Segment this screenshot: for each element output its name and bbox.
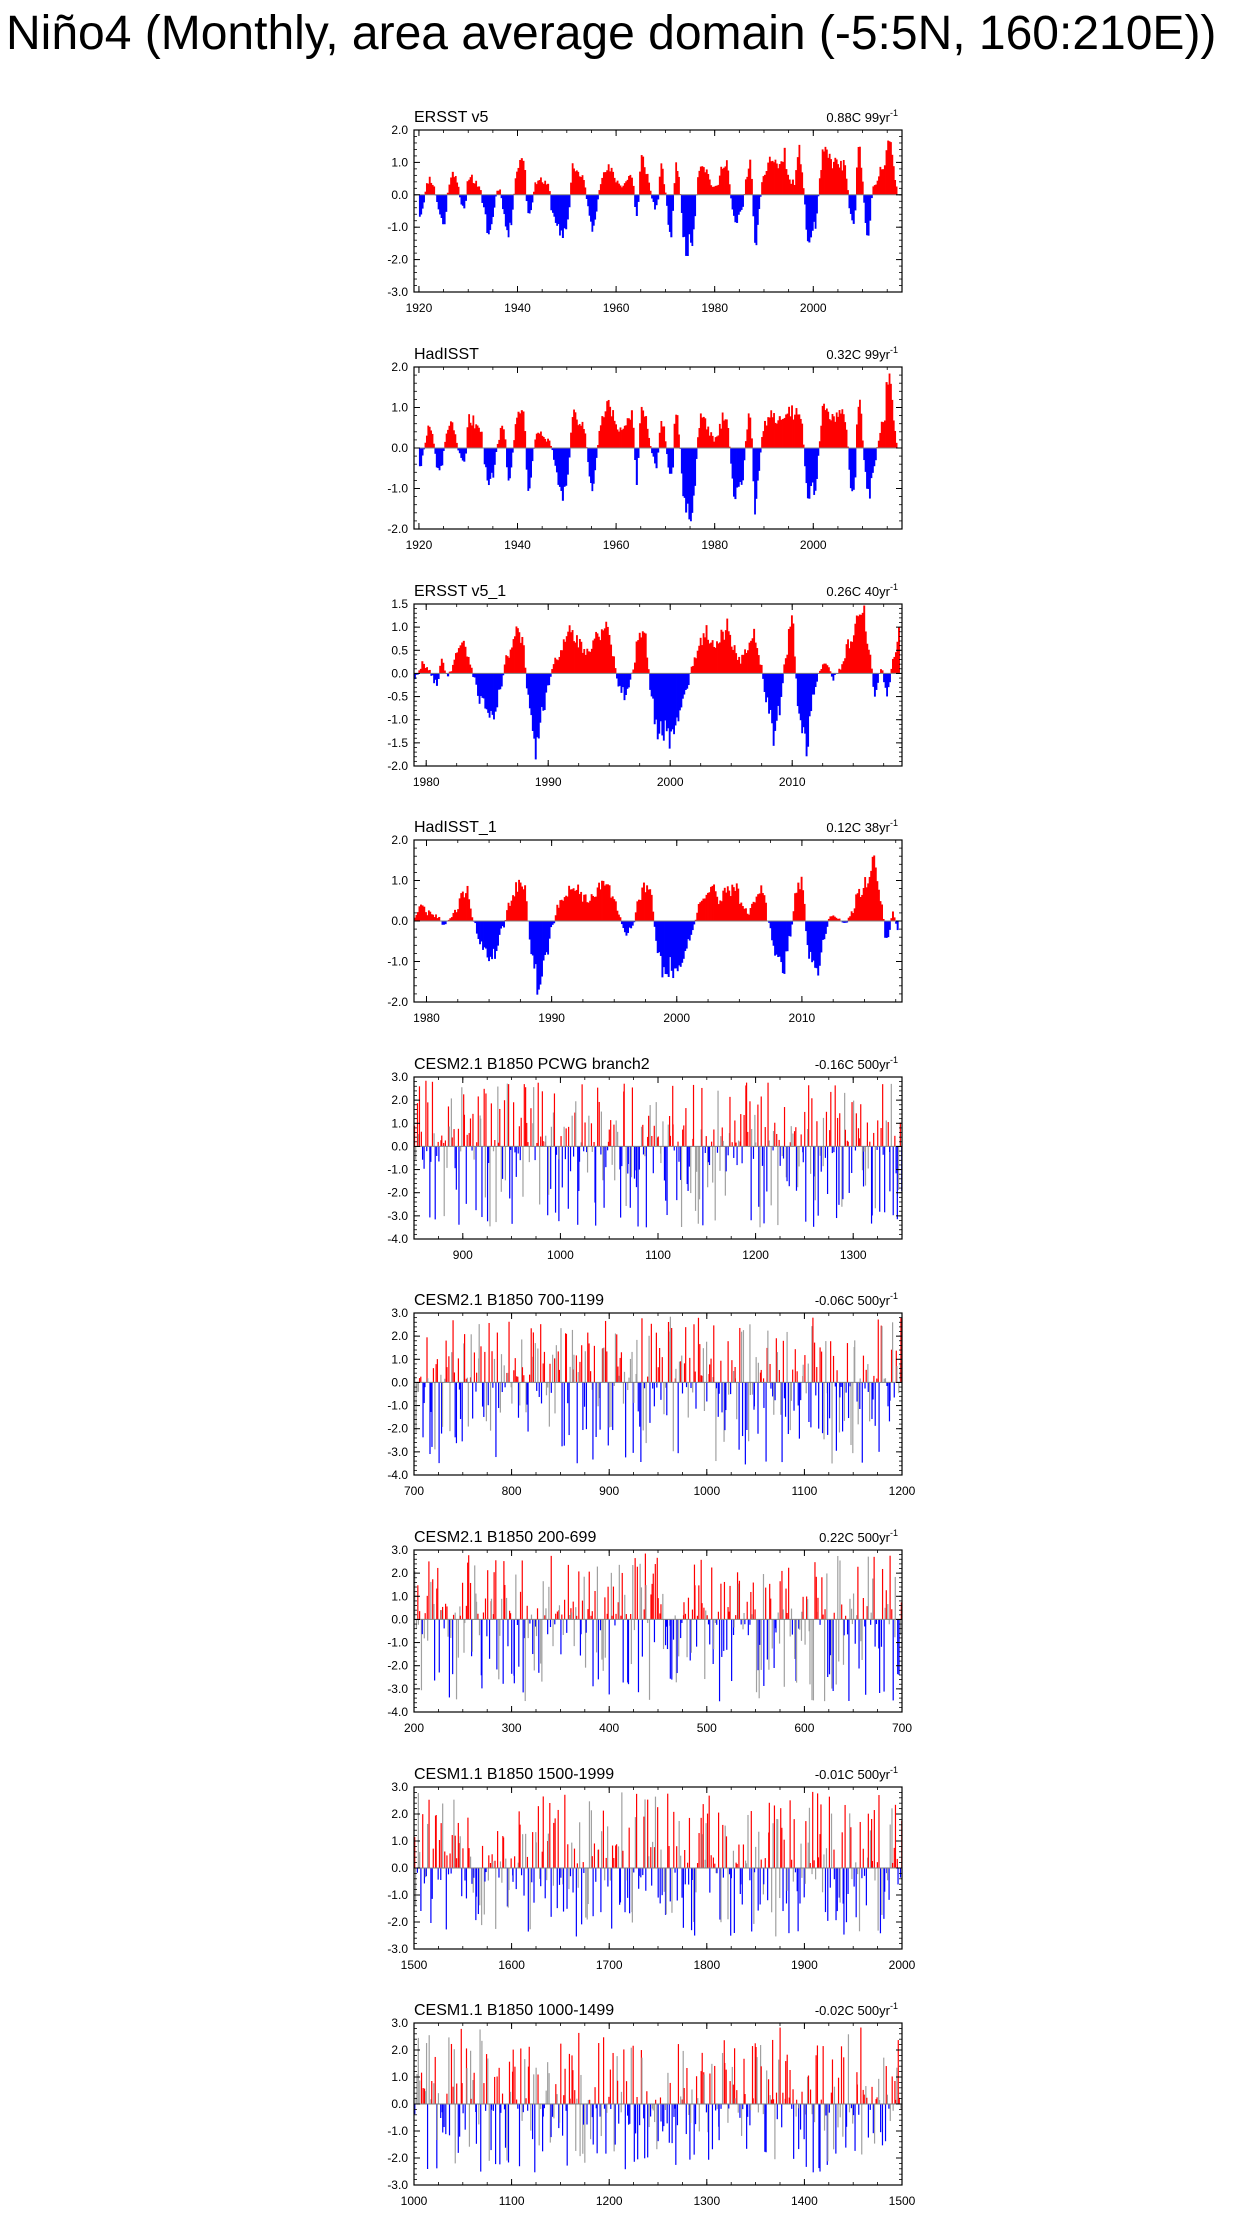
positive-bar: [729, 184, 731, 195]
series-anomaly: [414, 855, 899, 994]
negative-bar: [512, 448, 514, 453]
y-tick-label: -1.0: [387, 2124, 408, 2138]
y-tick-label: -2.0: [387, 1915, 408, 1929]
y-tick-label: 0.0: [391, 1612, 408, 1627]
positive-bar: [458, 187, 460, 195]
trend-unit-superscript: -1: [889, 345, 898, 355]
negative-bar: [596, 448, 598, 458]
positive-bar: [499, 189, 501, 194]
x-tick-label: 1000: [693, 1484, 721, 1498]
chart-panel: [387, 345, 902, 552]
negative-bar: [568, 195, 570, 207]
negative-bar: [501, 673, 503, 686]
trend-label: -0.16C $500yr^{-1}$: [814, 1055, 898, 1072]
negative-bar: [597, 195, 599, 200]
positive-bar: [584, 433, 586, 448]
negative-bar: [672, 448, 674, 467]
y-tick-label: -1.0: [387, 712, 408, 727]
y-tick-label: -2.0: [387, 522, 408, 536]
trend-unit-superscript: -1: [889, 1528, 898, 1538]
y-tick-label: 0.5: [391, 643, 408, 658]
y-tick-label: 2.0: [391, 1807, 408, 1821]
positive-bar: [504, 439, 506, 448]
series-anomaly: [415, 2028, 901, 2173]
negative-bar: [742, 195, 744, 207]
negative-bar: [688, 673, 690, 685]
y-tick-label: -1.0: [387, 220, 408, 235]
x-tick-label: 1300: [693, 2194, 721, 2208]
negative-bar: [672, 195, 674, 211]
negative-bar: [637, 195, 639, 202]
negative-bar: [889, 921, 891, 930]
positive-bar: [429, 670, 431, 673]
positive-bar: [804, 904, 806, 921]
trend-unit-superscript: -1: [889, 2001, 898, 2011]
trend-label: -0.06C $500yr^{-1}$: [814, 1291, 898, 1308]
x-tick-label: 1940: [504, 538, 531, 552]
y-tick-label: 0.0: [391, 1861, 408, 1875]
x-tick-label: 700: [891, 1721, 913, 1735]
y-tick-label: -1.0: [387, 1162, 408, 1177]
negative-bar: [854, 195, 856, 211]
x-tick-label: 700: [403, 1484, 425, 1498]
x-tick-label: 500: [696, 1721, 717, 1735]
positive-bar: [761, 665, 763, 673]
x-tick-label: 1980: [701, 301, 729, 315]
chart-panel: [387, 1765, 915, 1972]
x-tick-label: 1940: [504, 301, 531, 315]
trend-label: 0.88C $99yr^{-1}$: [826, 108, 898, 125]
series-anomaly: [419, 374, 898, 522]
y-tick-label: 3.0: [391, 1780, 408, 1794]
negative-bar: [854, 448, 856, 477]
y-tick-label: -2.0: [387, 995, 408, 1009]
x-tick-label: 1960: [602, 538, 630, 552]
positive-bar: [633, 186, 635, 195]
series-anomaly: [415, 1554, 902, 1702]
y-tick-label: -4.0: [387, 1232, 408, 1246]
negative-bar: [826, 921, 828, 927]
chart-panel: [387, 1528, 912, 1735]
x-tick-label: 800: [501, 1484, 522, 1498]
y-tick-label: 0.0: [391, 187, 408, 202]
positive-bar: [862, 440, 864, 448]
series-anomaly: [415, 1081, 902, 1228]
positive-bar: [433, 186, 435, 194]
negative-bar: [532, 195, 534, 203]
negative-bar: [869, 195, 871, 221]
negative-bar: [438, 673, 440, 679]
positive-bar: [524, 170, 526, 195]
x-tick-label: 1200: [888, 1484, 916, 1498]
trend-unit-superscript: -1: [889, 1291, 898, 1301]
negative-bar: [550, 673, 552, 676]
trend-unit-superscript: -1: [889, 1055, 898, 1065]
series-anomaly: [415, 1792, 902, 1937]
x-tick-label: 1000: [547, 1248, 574, 1262]
y-tick-label: -2.0: [387, 1421, 408, 1436]
y-tick-label: -2.0: [387, 2151, 408, 2165]
positive-bar: [881, 904, 883, 921]
positive-bar: [896, 187, 898, 195]
x-tick-label: 1980: [412, 775, 440, 789]
positive-bar: [862, 182, 864, 195]
negative-bar: [512, 195, 514, 210]
positive-bar: [678, 435, 680, 448]
x-tick-label: 1990: [534, 775, 562, 789]
positive-bar: [438, 917, 440, 921]
x-tick-label: 1920: [405, 538, 433, 552]
positive-bar: [871, 669, 873, 674]
negative-bar: [465, 448, 467, 454]
negative-bar: [696, 448, 698, 459]
panel-title: CESM1.1 B1850 1000-1499: [414, 2002, 615, 2019]
x-tick-label: 1700: [595, 1958, 623, 1972]
x-tick-label: 2010: [788, 1011, 816, 1025]
x-tick-label: 1100: [498, 2194, 525, 2208]
negative-bar: [744, 448, 746, 460]
y-tick-label: 0.0: [391, 666, 408, 681]
x-tick-label: 200: [403, 1721, 425, 1735]
y-tick-label: -2.0: [387, 252, 408, 267]
panel-title: CESM2.1 B1850 700-1199: [414, 1292, 605, 1309]
y-tick-label: -1.0: [387, 1888, 408, 1902]
y-tick-label: 2.0: [391, 2043, 408, 2057]
negative-bar: [816, 673, 818, 681]
panel-title: CESM2.1 B1850 200-699: [414, 1529, 597, 1546]
positive-bar: [481, 432, 483, 448]
y-tick-label: 0.0: [391, 1375, 408, 1390]
y-tick-label: 1.0: [391, 873, 408, 888]
x-tick-label: 900: [452, 1248, 473, 1262]
x-tick-label: 1980: [413, 1011, 440, 1025]
y-tick-label: 1.0: [391, 155, 408, 170]
y-tick-label: 3.0: [391, 1543, 408, 1557]
negative-bar: [816, 195, 818, 214]
positive-bar: [524, 431, 526, 448]
y-tick-label: -2.0: [387, 1185, 408, 1200]
chart-panel: [387, 2001, 915, 2208]
positive-bar: [896, 443, 898, 448]
y-tick-label: 2.0: [391, 1329, 408, 1344]
positive-bar: [633, 428, 635, 448]
negative-bar: [657, 448, 659, 453]
panel-title: HadISST_1: [414, 819, 497, 836]
positive-bar: [727, 428, 729, 448]
y-tick-label: 1.0: [391, 1116, 408, 1131]
y-tick-label: 3.0: [391, 1070, 408, 1084]
y-tick-label: 1.0: [391, 1352, 408, 1367]
y-tick-label: 0.0: [391, 2097, 408, 2111]
positive-bar: [751, 179, 753, 195]
negative-bar: [791, 921, 793, 925]
y-tick-label: 2.0: [391, 360, 408, 374]
y-tick-label: 1.0: [391, 400, 408, 415]
negative-bar: [657, 195, 659, 200]
positive-bar: [801, 424, 803, 448]
chart-panel: [387, 1291, 915, 1498]
x-tick-label: 1100: [791, 1484, 818, 1498]
positive-bar: [765, 903, 767, 921]
positive-bar: [652, 912, 654, 921]
positive-bar: [619, 917, 621, 921]
negative-bar: [758, 195, 760, 209]
y-tick-label: -0.5: [387, 689, 408, 704]
chart-panel: [387, 108, 902, 315]
y-tick-label: 2.0: [391, 833, 408, 847]
positive-bar: [471, 668, 473, 674]
y-tick-label: -2.0: [387, 759, 408, 773]
y-tick-label: -4.0: [387, 1468, 408, 1482]
x-tick-label: 1990: [538, 1011, 565, 1025]
trend-label: -0.02C $500yr^{-1}$: [814, 2001, 898, 2018]
negative-bar: [889, 673, 891, 682]
x-tick-label: 1600: [498, 1958, 525, 1972]
positive-bar: [584, 187, 586, 194]
y-tick-label: 3.0: [391, 2016, 408, 2030]
y-tick-label: -1.5: [387, 735, 408, 750]
y-tick-label: 3.0: [391, 1306, 408, 1320]
trend-unit-superscript: -1: [889, 108, 898, 118]
negative-bar: [875, 448, 877, 460]
negative-bar: [760, 448, 762, 452]
y-tick-label: -1.0: [387, 481, 408, 496]
trend-unit-superscript: -1: [889, 1765, 898, 1775]
negative-bar: [495, 448, 497, 452]
panel-title: HadISST: [414, 346, 479, 363]
x-tick-label: 2000: [663, 1011, 691, 1025]
x-tick-label: 2000: [656, 775, 684, 789]
y-tick-label: 1.0: [391, 620, 408, 635]
y-tick-label: -3.0: [387, 1208, 408, 1223]
chart-panel: [387, 582, 902, 789]
x-tick-label: 1500: [888, 2194, 916, 2208]
chart-panel: [387, 1055, 902, 1262]
y-tick-label: -4.0: [387, 1705, 408, 1719]
x-tick-label: 1960: [602, 301, 630, 315]
y-tick-label: -1.0: [387, 1635, 408, 1650]
x-tick-label: 2010: [778, 775, 806, 789]
negative-bar: [568, 448, 570, 458]
positive-bar: [615, 668, 617, 673]
panel-title: ERSST v5_1: [414, 583, 507, 600]
plot-frame: [414, 1313, 902, 1475]
positive-bar: [894, 917, 896, 921]
panel-title: ERSST v5: [414, 109, 489, 126]
negative-bar: [693, 921, 695, 924]
positive-bar: [648, 669, 650, 673]
positive-bar: [480, 190, 482, 195]
y-tick-label: -1.0: [387, 954, 408, 969]
positive-bar: [847, 190, 849, 195]
positive-bar: [678, 177, 680, 195]
series-anomaly: [415, 1317, 901, 1465]
y-tick-label: 1.5: [391, 597, 408, 611]
negative-bar: [445, 195, 447, 212]
y-tick-label: -3.0: [387, 285, 408, 299]
negative-bar: [423, 195, 425, 203]
x-tick-label: 1500: [400, 1958, 428, 1972]
y-tick-label: 0.0: [391, 1139, 408, 1154]
negative-bar: [817, 448, 819, 456]
trend-label: 0.12C $38yr^{-1}$: [826, 818, 898, 835]
negative-bar: [629, 673, 631, 679]
panel-title: CESM2.1 B1850 PCWG branch2: [414, 1056, 650, 1073]
y-tick-label: 0.0: [391, 441, 408, 455]
y-tick-label: 1.0: [391, 2070, 408, 2084]
x-tick-label: 1200: [595, 2194, 623, 2208]
y-tick-label: 2.0: [391, 123, 408, 137]
positive-bar: [794, 656, 796, 673]
panel-title: CESM1.1 B1850 1500-1999: [414, 1766, 615, 1783]
chart-panel: [387, 818, 902, 1025]
x-tick-label: 1800: [693, 1958, 721, 1972]
x-tick-label: 2000: [799, 538, 827, 552]
page-title: Niño4 (Monthly, area average domain (-5:5N, 160:210E)): [6, 7, 1217, 60]
x-tick-label: 1300: [839, 1248, 867, 1262]
x-tick-label: 1900: [791, 1958, 818, 1972]
trend-unit-superscript: -1: [889, 818, 898, 828]
positive-bar: [650, 191, 652, 195]
x-tick-label: 1920: [405, 301, 433, 315]
negative-bar: [782, 673, 784, 683]
x-tick-label: 600: [794, 1721, 815, 1735]
x-tick-label: 1200: [742, 1248, 769, 1262]
positive-bar: [456, 443, 458, 448]
y-tick-label: 0.0: [391, 914, 408, 928]
x-tick-label: 1000: [400, 2194, 428, 2208]
trend-label: 0.32C $99yr^{-1}$: [826, 345, 898, 362]
y-tick-label: -3.0: [387, 1444, 408, 1459]
negative-bar: [503, 921, 505, 927]
x-tick-label: 300: [501, 1721, 522, 1735]
positive-bar: [665, 441, 667, 448]
x-tick-label: 900: [599, 1484, 620, 1498]
trend-label: -0.01C $500yr^{-1}$: [814, 1765, 898, 1782]
positive-bar: [549, 191, 551, 195]
positive-bar: [433, 444, 435, 448]
trend-label: 0.22C $500yr^{-1}$: [819, 1528, 898, 1545]
x-tick-label: 1100: [645, 1248, 671, 1262]
negative-bar: [532, 448, 534, 461]
x-tick-label: 1400: [791, 2194, 818, 2208]
y-tick-label: -2.0: [387, 1658, 408, 1673]
y-tick-label: -3.0: [387, 1681, 408, 1696]
positive-bar: [524, 668, 526, 674]
positive-bar: [803, 188, 805, 195]
y-tick-label: 2.0: [391, 1093, 408, 1108]
x-tick-label: 1980: [701, 538, 729, 552]
negative-bar: [637, 448, 639, 458]
x-tick-label: 400: [599, 1721, 620, 1735]
negative-bar: [465, 195, 467, 201]
y-tick-label: -3.0: [387, 2178, 408, 2192]
y-tick-label: -1.0: [387, 1398, 408, 1413]
positive-bar: [846, 430, 848, 448]
y-tick-label: -3.0: [387, 1942, 408, 1956]
negative-bar: [877, 673, 879, 682]
negative-bar: [897, 921, 899, 930]
x-tick-label: 2000: [888, 1958, 916, 1972]
positive-bar: [471, 917, 473, 921]
y-tick-label: 1.0: [391, 1589, 408, 1604]
trend-label: 0.26C $40yr^{-1}$: [826, 582, 898, 599]
negative-bar: [494, 195, 496, 208]
positive-bar: [751, 438, 753, 448]
positive-bar: [803, 445, 805, 448]
x-tick-label: 2000: [799, 301, 827, 315]
positive-bar: [526, 901, 528, 921]
series-anomaly: [414, 606, 900, 760]
negative-bar: [694, 195, 696, 216]
trend-unit-superscript: -1: [889, 582, 898, 592]
y-tick-label: 2.0: [391, 1566, 408, 1581]
y-tick-label: 1.0: [391, 1834, 408, 1848]
series-anomaly: [419, 141, 898, 256]
